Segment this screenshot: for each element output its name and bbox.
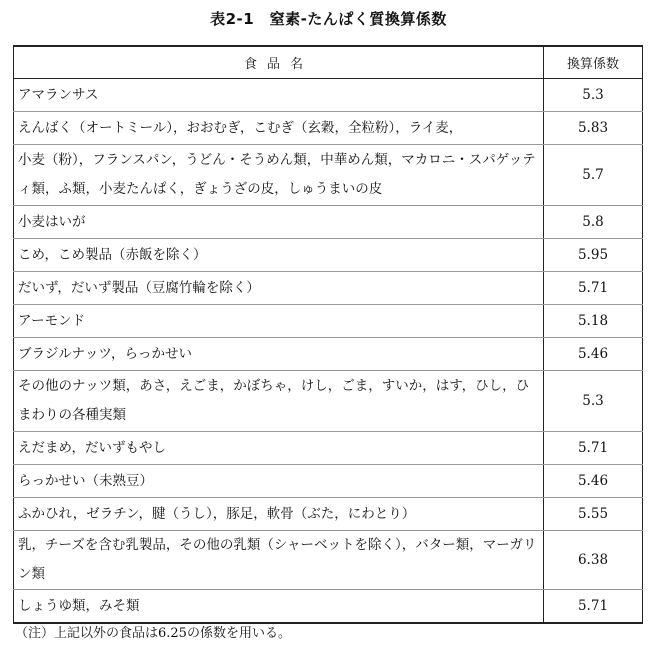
coefficient-header: 換算係数 [544,46,643,79]
coefficient-cell: 6.38 [544,531,643,590]
table-row [14,531,643,590]
header-row [14,46,643,79]
coefficient-cell: 5.83 [544,112,643,145]
table-row [14,239,643,272]
coefficient-cell: 5.3 [544,371,643,432]
table-row [14,272,643,305]
footnote: （注）上記以外の食品は6.25の係数を用いる。 [15,626,291,641]
table-row [14,145,643,206]
food-name-cell: ブラジルナッツ，らっかせい [14,338,544,371]
food-name-cell: ふかひれ，ゼラチン，腱（うし），豚足，軟骨（ぶた，にわとり） [14,498,544,531]
food-name-cell: えだまめ，だいずもやし [14,432,544,465]
food-name-cell: その他のナッツ類，あさ，えごま，かぼちゃ，けし，ごま，すいか，はす，ひし，ひまわりの各種実類 [14,371,544,432]
food-name-cell: 小麦（粉），フランスパン，うどん・そうめん類，中華めん類，マカロニ・スパゲッティ類，ふ類，小麦たんぱく，ぎょうざの皮，しゅうまいの皮 [14,145,544,206]
coefficient-cell: 5.55 [544,498,643,531]
food-name-cell: アーモンド [14,305,544,338]
coefficient-cell: 5.8 [544,206,643,239]
coefficient-cell: 5.18 [544,305,643,338]
table-row [14,432,643,465]
table-row [14,498,643,531]
food-name-cell: 乳，チーズを含む乳製品，その他の乳類（シャーベットを除く），バター類，マーガリン類 [14,531,544,590]
food-name-cell: こめ，こめ製品（赤飯を除く） [14,239,544,272]
table-row [14,338,643,371]
coefficient-cell: 5.7 [544,145,643,206]
table-row [14,465,643,498]
table-row [14,371,643,432]
table-title: 表2-1 窒素-たんぱく質換算係数 [210,10,447,28]
food-name-header: 食品名 [14,46,544,79]
food-name-cell: 小麦はいが [14,206,544,239]
protein-conversion-table [13,45,643,624]
coefficient-cell: 5.95 [544,239,643,272]
food-name-cell: アマランサス [14,79,544,112]
table-row [14,112,643,145]
table-row [14,79,643,112]
food-name-cell: えんばく（オートミール），おおむぎ，こむぎ（玄穀，全粒粉），ライ麦， [14,112,544,145]
table-row [14,206,643,239]
coefficient-cell: 5.71 [544,590,643,624]
coefficient-cell: 5.71 [544,272,643,305]
coefficient-cell: 5.71 [544,432,643,465]
coefficient-cell: 5.46 [544,465,643,498]
table-row [14,590,643,624]
food-name-cell: しょうゆ類，みそ類 [18,597,140,614]
coefficient-cell: 5.3 [544,79,643,112]
food-name-cell: だいず，だいず製品（豆腐竹輪を除く） [14,272,544,305]
coefficient-cell: 5.46 [544,338,643,371]
food-name-cell: らっかせい（未熟豆） [14,465,544,498]
table-row [14,305,643,338]
